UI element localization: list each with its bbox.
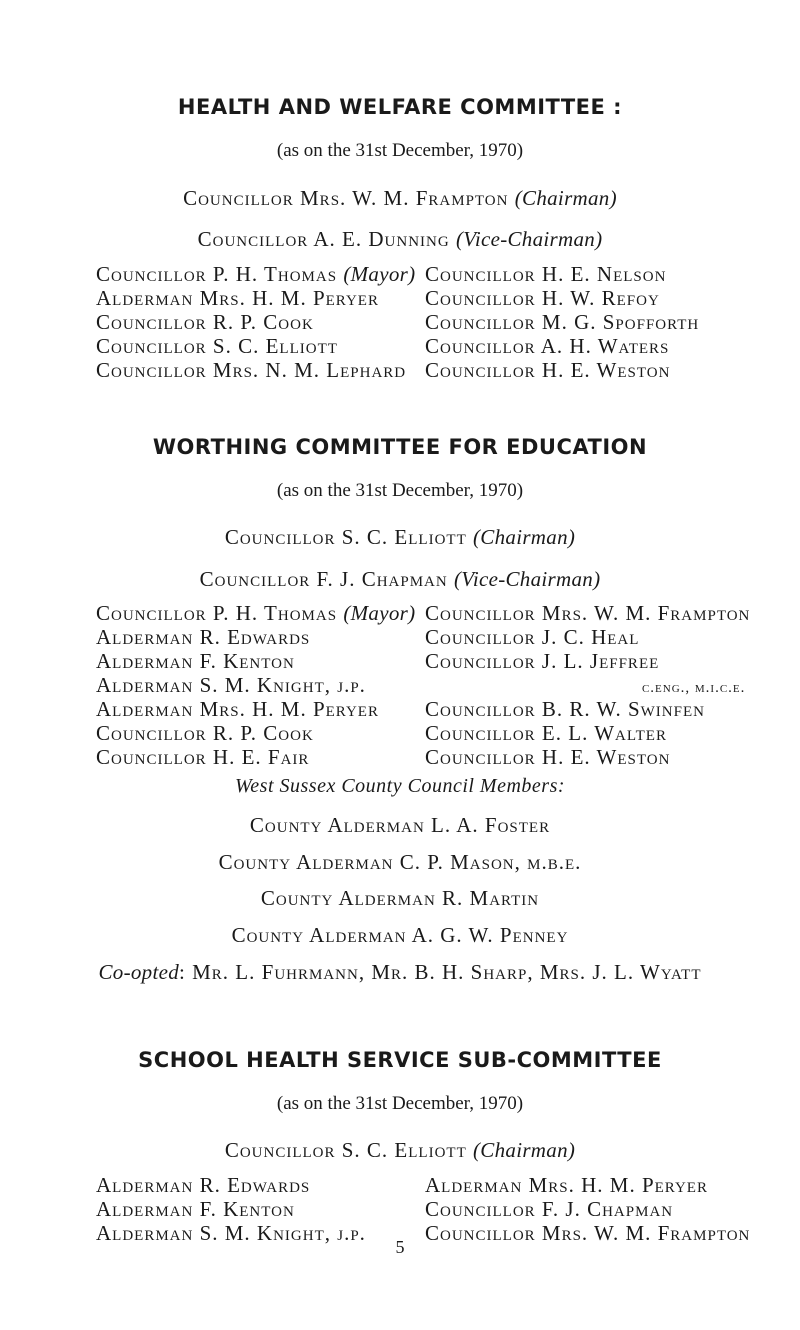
education-committee-date: (as on the 31st December, 1970)	[276, 480, 524, 501]
list-item: Alderman R. Edwards	[96, 1173, 311, 1197]
county-member: County Alderman L. A. Foster	[249, 813, 551, 837]
list-item: Councillor E. L. Walter	[425, 721, 667, 745]
school-committee-date: (as on the 31st December, 1970)	[276, 1093, 524, 1114]
county-member: County Alderman C. P. Mason, m.b.e.	[218, 850, 582, 874]
health-members-right	[425, 262, 699, 382]
education-vice-chairman-name: Councillor F. J. Chapman	[199, 567, 448, 591]
list-item: Councillor P. H. Thomas (Mayor)	[96, 262, 416, 286]
list-item: Councillor Mrs. W. M. Frampton	[425, 601, 751, 625]
list-item: Councillor S. C. Elliott	[96, 334, 338, 358]
health-committee-date: (as on the 31st December, 1970)	[276, 140, 524, 161]
coopted-members	[0, 960, 800, 985]
list-item: Councillor Mrs. N. M. Lephard	[96, 358, 407, 382]
school-members-left	[96, 1173, 366, 1245]
health-vice-chairman-name: Councillor A. E. Dunning	[197, 227, 450, 251]
school-chairman	[0, 1138, 800, 1163]
list-item: Councillor H. W. Refoy	[425, 286, 660, 310]
health-vice-chairman-role: (Vice-Chairman)	[455, 227, 603, 251]
list-item: Alderman Mrs. H. M. Peryer	[96, 697, 379, 721]
list-item: Councillor B. R. W. Swinfen	[425, 697, 705, 721]
school-committee-title: SCHOOL HEALTH SERVICE SUB-COMMITTEE	[138, 1048, 662, 1072]
list-item: Alderman Mrs. H. M. Peryer	[96, 286, 379, 310]
health-vice-chairman	[0, 227, 800, 252]
list-item: Alderman F. Kenton	[96, 1197, 295, 1221]
list-item: Councillor J. L. Jeffree	[425, 649, 660, 673]
list-item: Councillor R. P. Cook	[96, 721, 314, 745]
education-chairman	[0, 525, 800, 550]
school-members-right	[425, 1173, 750, 1245]
health-members-left	[96, 262, 415, 382]
page-number: 5	[395, 1237, 405, 1257]
education-vice-chairman-role: (Vice-Chairman)	[453, 567, 601, 591]
education-vice-chairman	[0, 567, 800, 592]
county-members-heading: West Sussex County Council Members:	[234, 775, 566, 797]
list-item: Alderman Mrs. H. M. Peryer	[425, 1173, 708, 1197]
list-item: Councillor R. P. Cook	[96, 310, 314, 334]
list-item: Alderman S. M. Knight, j.p.	[96, 1221, 366, 1245]
list-item: Alderman S. M. Knight, j.p.	[96, 673, 366, 697]
health-committee-title: HEALTH AND WELFARE COMMITTEE :	[177, 95, 623, 119]
list-item: Councillor P. H. Thomas (Mayor)	[96, 601, 416, 625]
health-chairman-role: (Chairman)	[514, 186, 617, 210]
health-chairman-name: Councillor Mrs. W. M. Frampton	[183, 186, 509, 210]
county-member: County Alderman R. Martin	[260, 886, 540, 910]
school-chairman-role: (Chairman)	[473, 1138, 576, 1162]
education-members-right	[425, 601, 750, 769]
list-item: Alderman R. Edwards	[96, 625, 311, 649]
county-member: County Alderman A. G. W. Penney	[231, 923, 569, 947]
school-chairman-name: Councillor S. C. Elliott	[224, 1138, 467, 1162]
qualification: c.eng., m.i.c.e.	[641, 680, 746, 696]
coopted-label: Co-opted	[98, 960, 180, 984]
list-item: Councillor A. H. Waters	[425, 334, 670, 358]
list-item: Councillor J. C. Heal	[425, 625, 640, 649]
list-item: Councillor M. G. Spofforth	[425, 310, 700, 334]
list-item: Councillor H. E. Fair	[96, 745, 310, 769]
education-committee-title: WORTHING COMMITTEE FOR EDUCATION	[152, 435, 648, 459]
health-chairman	[0, 186, 800, 211]
list-item: Councillor H. E. Nelson	[425, 262, 667, 286]
list-item: Councillor H. E. Weston	[425, 745, 671, 769]
education-chairman-role: (Chairman)	[473, 525, 576, 549]
education-chairman-name: Councillor S. C. Elliott	[224, 525, 467, 549]
list-item: Alderman F. Kenton	[96, 649, 295, 673]
list-item: Councillor H. E. Weston	[425, 358, 671, 382]
education-members-left	[96, 601, 415, 769]
list-item: Councillor Mrs. W. M. Frampton	[425, 1221, 751, 1245]
coopted-names: : Mr. L. Fuhrmann, Mr. B. H. Sharp, Mrs. J. L. Wyatt	[179, 960, 702, 984]
list-item: Councillor F. J. Chapman	[425, 1197, 674, 1221]
